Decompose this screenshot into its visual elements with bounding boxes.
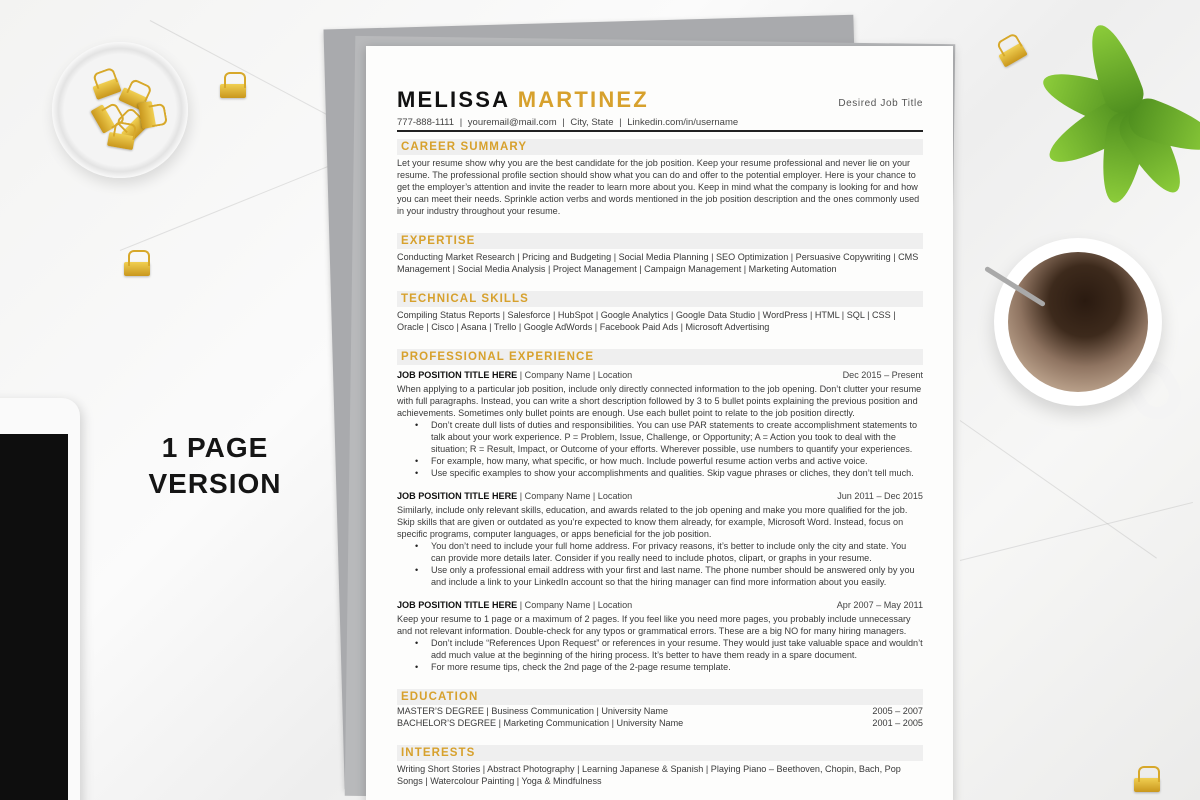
bullet-item: • Don’t create dull lists of duties and responsibilities. You can use PAR statements to create accomplishment statements to talk about your work experience. P = Problem, Issue, Challenge, or Opportunity; A = Action you took to deal with the situation; R = Result, Impact, or Outcome of your efforts. Wherever possible, use numbers to quantify your experiences.	[431, 419, 923, 455]
job-dates: Apr 2007 – May 2011	[836, 600, 923, 610]
contact-separator: |	[562, 117, 565, 128]
label-line-1: 1 PAGE	[161, 432, 269, 463]
job-header	[397, 490, 923, 502]
bullet-item: • For example, how many, what specific, or how much. Include powerful resume action verbs and active voice.	[431, 455, 923, 467]
expertise-text: Conducting Market Research | Pricing and Budgeting | Social Media Planning | SEO Optimization | Persuasive Copywriting | CMS Management | Social Media Analysis | Project Management | Campaign Management | Marketing Automation	[397, 252, 919, 274]
bullet-item: • You don’t need to include your full home address. For privacy reasons, it’s better to include only the city and state. You can provide more details later. Consider if you really need to include photos, clipart, or graphs in your resume.	[431, 540, 923, 564]
contact-separator: |	[459, 117, 463, 128]
clip-bowl	[52, 42, 188, 178]
job-dates: Dec 2015 – Present	[842, 370, 923, 380]
contact-location: City, State	[570, 117, 614, 128]
education-entry	[397, 705, 923, 717]
contact-line	[397, 117, 923, 132]
first-name: MELISSA	[397, 87, 510, 112]
resume-page	[366, 46, 953, 800]
job-bullets	[431, 540, 923, 588]
tablet	[0, 398, 80, 800]
job-position-title: JOB POSITION TITLE HERE	[397, 600, 518, 610]
job-summary: When applying to a particular job position, include only directly connected information to the job opening. Don’t clutter your resume with full paragraphs. Instead, you can write a short description followed by 3 to 5 bullet points explaining the previous position and achievements. Sometimes only bullet points are enough. Use each bullet point to relate to the job position directly.	[397, 384, 922, 418]
degree-text: BACHELOR’S DEGREE | Marketing Communication | University Name	[397, 718, 684, 728]
page-version-label	[140, 430, 290, 502]
job-company-location: | Company Name | Location	[517, 370, 633, 380]
contact-linkedin: Linkedin.com/in/username	[627, 117, 739, 128]
binder-clip-icon	[1134, 778, 1160, 792]
job-position-title: JOB POSITION TITLE HERE	[397, 491, 518, 501]
technical-skills-text: Compiling Status Reports | Salesforce | HubSpot | Google Analytics | Google Data Studio | WordPress | HTML | SQL | CSS | Oracle | Cisco | Asana | Trello | Google AdWords | Facebook Paid Ads | Microsoft Advertising	[397, 310, 896, 332]
job-company-location: | Company Name | Location	[517, 600, 633, 610]
bullet-item: • Don’t include “References Upon Request” or references in your resume. They would just take valuable space and wouldn’t add much value at the beginning of the hiring process. It’s better to have them ready in a spare document.	[431, 637, 923, 661]
job-bullets	[431, 637, 923, 673]
bullet-item: • For more resume tips, check the 2nd page of the 2-page resume template.	[431, 661, 923, 673]
resume-header	[397, 88, 923, 112]
job-bullets	[431, 419, 923, 479]
career-summary-text: Let your resume show why you are the best candidate for the job position. Keep your resume professional and never lie on your resume. The professional profile section should show what you can do and offer to the potential employer. Here is your chance to get the employer’s attention and invite the reader to learn more about you. Keep in mind what the company is looking for and how you can meet their needs. Sprinkle action verbs and words mentioned in the job position description and the ones commonly used in your industry throughout your resume.	[397, 158, 920, 216]
section-heading-education: EDUCATION	[397, 689, 923, 705]
job-header	[397, 369, 923, 381]
section-heading-career-summary: CAREER SUMMARY	[397, 139, 923, 155]
coffee	[1008, 252, 1148, 392]
degree-years: 2001 – 2005	[872, 718, 923, 728]
binder-clip-icon	[220, 84, 246, 98]
bullet-item: • Use specific examples to show your accomplishments and qualities. Skip vague phrases or cliches, they don’t tell much.	[431, 467, 923, 479]
last-name: MARTINEZ	[517, 87, 649, 112]
binder-clip-icon	[107, 132, 135, 150]
degree-text: MASTER’S DEGREE | Business Communication | University Name	[397, 706, 669, 716]
job-company-location: | Company Name | Location	[517, 491, 633, 501]
section-heading-experience: PROFESSIONAL EXPERIENCE	[397, 349, 923, 365]
binder-clip-icon	[998, 42, 1028, 67]
contact-phone: 777-888-1111	[397, 117, 455, 128]
binder-clip-icon	[90, 104, 115, 134]
label-line-2: VERSION	[148, 468, 282, 499]
job-header	[397, 599, 923, 611]
contact-separator: |	[619, 117, 622, 128]
section-heading-interests: INTERESTS	[397, 745, 923, 761]
interests-text: Writing Short Stories | Abstract Photography | Learning Japanese & Spanish | Playing Piano – Beethoven, Chopin, Bach, Pop Songs | Watercolour Painting | Yoga & Mindfulness	[397, 764, 901, 786]
binder-clip-icon	[92, 78, 121, 100]
bullet-item: • Use only a professional email address with your first and last name. The phone number should be answered only by you and include a link to your LinkedIn account so that the hiring manager can find more information about you easily.	[431, 564, 923, 588]
job-summary: Similarly, include only relevant skills, education, and awards related to the job opening and make you more qualified for the job. Skip skills that are given or outdated as you’re expected to know them already, for example, Microsoft Word. Instead, focus on specific programs, computer languages, or apps beneficial for the job position.	[397, 505, 908, 539]
candidate-name	[397, 88, 649, 112]
contact-email: youremail@mail.com	[467, 117, 557, 128]
marble-vein	[960, 502, 1193, 561]
binder-clip-icon	[124, 262, 150, 276]
desired-job-title: Desired Job Title	[838, 98, 923, 109]
marble-vein	[960, 420, 1157, 558]
job-position-title: JOB POSITION TITLE HERE	[397, 370, 518, 380]
coffee-mug	[994, 238, 1162, 406]
degree-years: 2005 – 2007	[872, 706, 923, 716]
job-dates: Jun 2011 – Dec 2015	[837, 491, 923, 501]
section-heading-technical-skills: TECHNICAL SKILLS	[397, 291, 923, 307]
tablet-screen	[0, 434, 68, 800]
job-summary: Keep your resume to 1 page or a maximum of 2 pages. If you feel like you need more pages, you probably include unnecessary and not relevant information. Double-check for any typos or grammatical errors. These are a big NO for many hiring managers.	[397, 614, 911, 636]
succulent-plant	[1030, 0, 1200, 160]
section-heading-expertise: EXPERTISE	[397, 233, 923, 249]
education-entry	[397, 717, 923, 729]
